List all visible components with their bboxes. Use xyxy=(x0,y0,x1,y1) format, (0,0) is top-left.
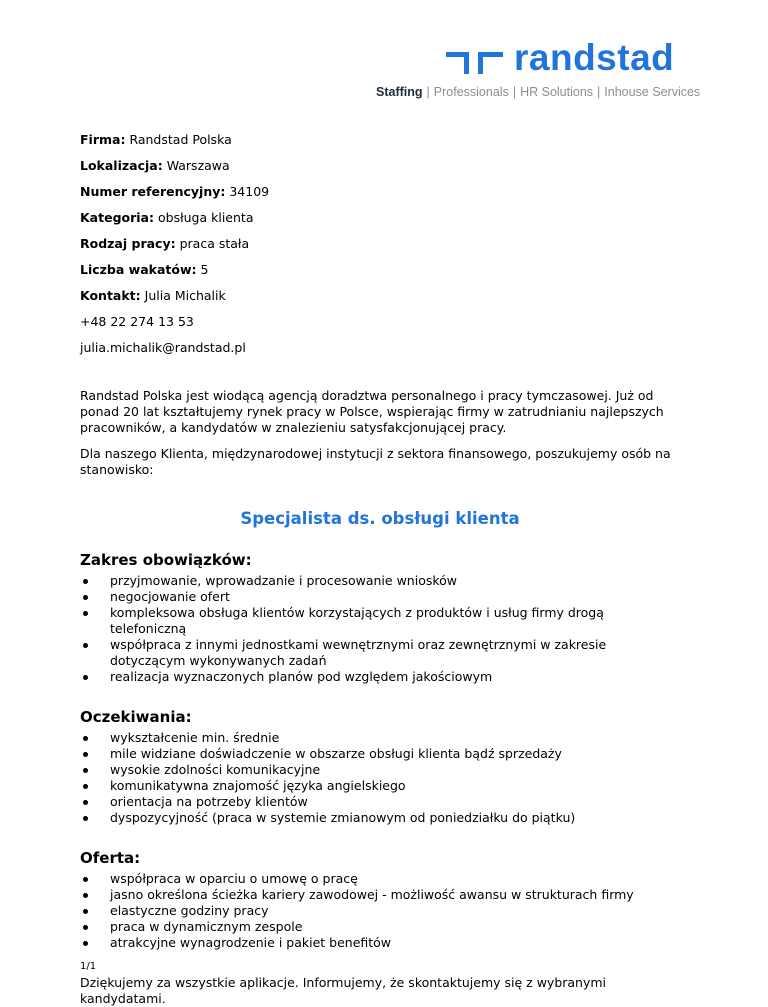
bullet-icon xyxy=(83,675,88,680)
bullet-icon xyxy=(83,800,88,805)
client-description: Dla naszego Klienta, międzynarodowej instytucji z sektora finansowego, poszukujemy osób na stanowisko: xyxy=(80,446,671,477)
field-company: Firma: Randstad Polska xyxy=(80,132,232,147)
list-item: wysokie zdolności komunikacyjne xyxy=(80,762,680,778)
field-job-type: Rodzaj pracy: praca stała xyxy=(80,236,250,251)
job-offer-document xyxy=(80,132,680,1007)
bullet-icon xyxy=(83,768,88,773)
section-heading-requirements: Oczekiwania: xyxy=(80,708,192,726)
list-item: negocjowanie ofert xyxy=(80,589,680,605)
bullet-icon xyxy=(83,893,88,898)
bullet-icon xyxy=(83,643,88,648)
bullet-icon xyxy=(83,736,88,741)
list-item: przyjmowanie, wprowadzanie i procesowanie wniosków xyxy=(80,573,680,589)
tagline-hr-solutions: HR Solutions xyxy=(520,85,594,99)
list-item: współpraca w oparciu o umowę o pracę xyxy=(80,871,680,887)
section-heading-offer: Oferta: xyxy=(80,849,141,867)
company-intro: Randstad Polska jest wiodącą agencją doradztwa personalnego i pracy tymczasowej. Już od ponad 20 lat kształtujemy rynek pracy w Polsce, wspierając firmy w zatrudnianiu najlepszych pracowników, a kandydatów w znalezieniu satysfakcjonującej pracy. xyxy=(80,388,664,435)
tagline-professionals: Professionals xyxy=(433,85,509,99)
field-vacancies: Liczba wakatów: 5 xyxy=(80,262,209,277)
brand-name: randstad xyxy=(514,37,675,78)
bullet-icon xyxy=(83,784,88,789)
list-item: elastyczne godziny pracy xyxy=(80,903,680,919)
bullet-icon xyxy=(83,595,88,600)
list-item: dyspozycyjność (praca w systemie zmianowym od poniedziałku do piątku) xyxy=(80,810,680,826)
bullet-icon xyxy=(83,877,88,882)
randstad-logo-icon xyxy=(446,46,504,74)
field-location: Lokalizacja: Warszawa xyxy=(80,158,230,173)
bullet-icon xyxy=(83,611,88,616)
brand-tagline: Staffing | Professionals | HR Solutions | Inhouse Services xyxy=(376,85,701,99)
responsibilities-list xyxy=(80,573,680,685)
company-logo xyxy=(376,36,701,104)
list-item: realizacja wyznaczonych planów pod względem jakościowym xyxy=(80,669,680,685)
list-item: komunikatywna znajomość języka angielskiego xyxy=(80,778,680,794)
requirements-list xyxy=(80,730,680,826)
bullet-icon xyxy=(83,909,88,914)
closing-note: Dziękujemy za wszystkie aplikacje. Informujemy, że skontaktujemy się z wybranymi kandydatami. xyxy=(80,975,607,1006)
bullet-icon xyxy=(83,941,88,946)
field-category: Kategoria: obsługa klienta xyxy=(80,210,254,225)
contact-phone: +48 22 274 13 53 xyxy=(80,314,194,329)
bullet-icon xyxy=(83,752,88,757)
list-item: jasno określona ścieżka kariery zawodowej - możliwość awansu w strukturach firmy xyxy=(80,887,680,903)
list-item: współpraca z innymi jednostkami wewnętrznymi oraz zewnętrznymi w zakresie dotyczącym wykonywanych zadań xyxy=(80,637,680,669)
section-heading-responsibilities: Zakres obowiązków: xyxy=(80,551,252,569)
tagline-staffing: Staffing xyxy=(376,85,423,99)
list-item: orientacja na potrzeby klientów xyxy=(80,794,680,810)
field-reference-number: Numer referencyjny: 34109 xyxy=(80,184,270,199)
list-item: mile widziane doświadczenie w obszarze obsługi klienta bądź sprzedaży xyxy=(80,746,680,762)
bullet-icon xyxy=(83,925,88,930)
page-number: 1/1 xyxy=(80,961,97,972)
offer-list xyxy=(80,871,680,951)
job-title: Specjalista ds. obsługi klienta xyxy=(240,509,520,528)
list-item: atrakcyjne wynagrodzenie i pakiet benefitów xyxy=(80,935,680,951)
contact-email: julia.michalik@randstad.pl xyxy=(80,340,246,355)
list-item: kompleksowa obsługa klientów korzystających z produktów i usług firmy drogą telefoniczną xyxy=(80,605,680,637)
bullet-icon xyxy=(83,816,88,821)
list-item: wykształcenie min. średnie xyxy=(80,730,680,746)
list-item: praca w dynamicznym zespole xyxy=(80,919,680,935)
tagline-inhouse-services: Inhouse Services xyxy=(604,85,701,99)
bullet-icon xyxy=(83,579,88,584)
field-contact: Kontakt: Julia Michalik xyxy=(80,288,226,303)
